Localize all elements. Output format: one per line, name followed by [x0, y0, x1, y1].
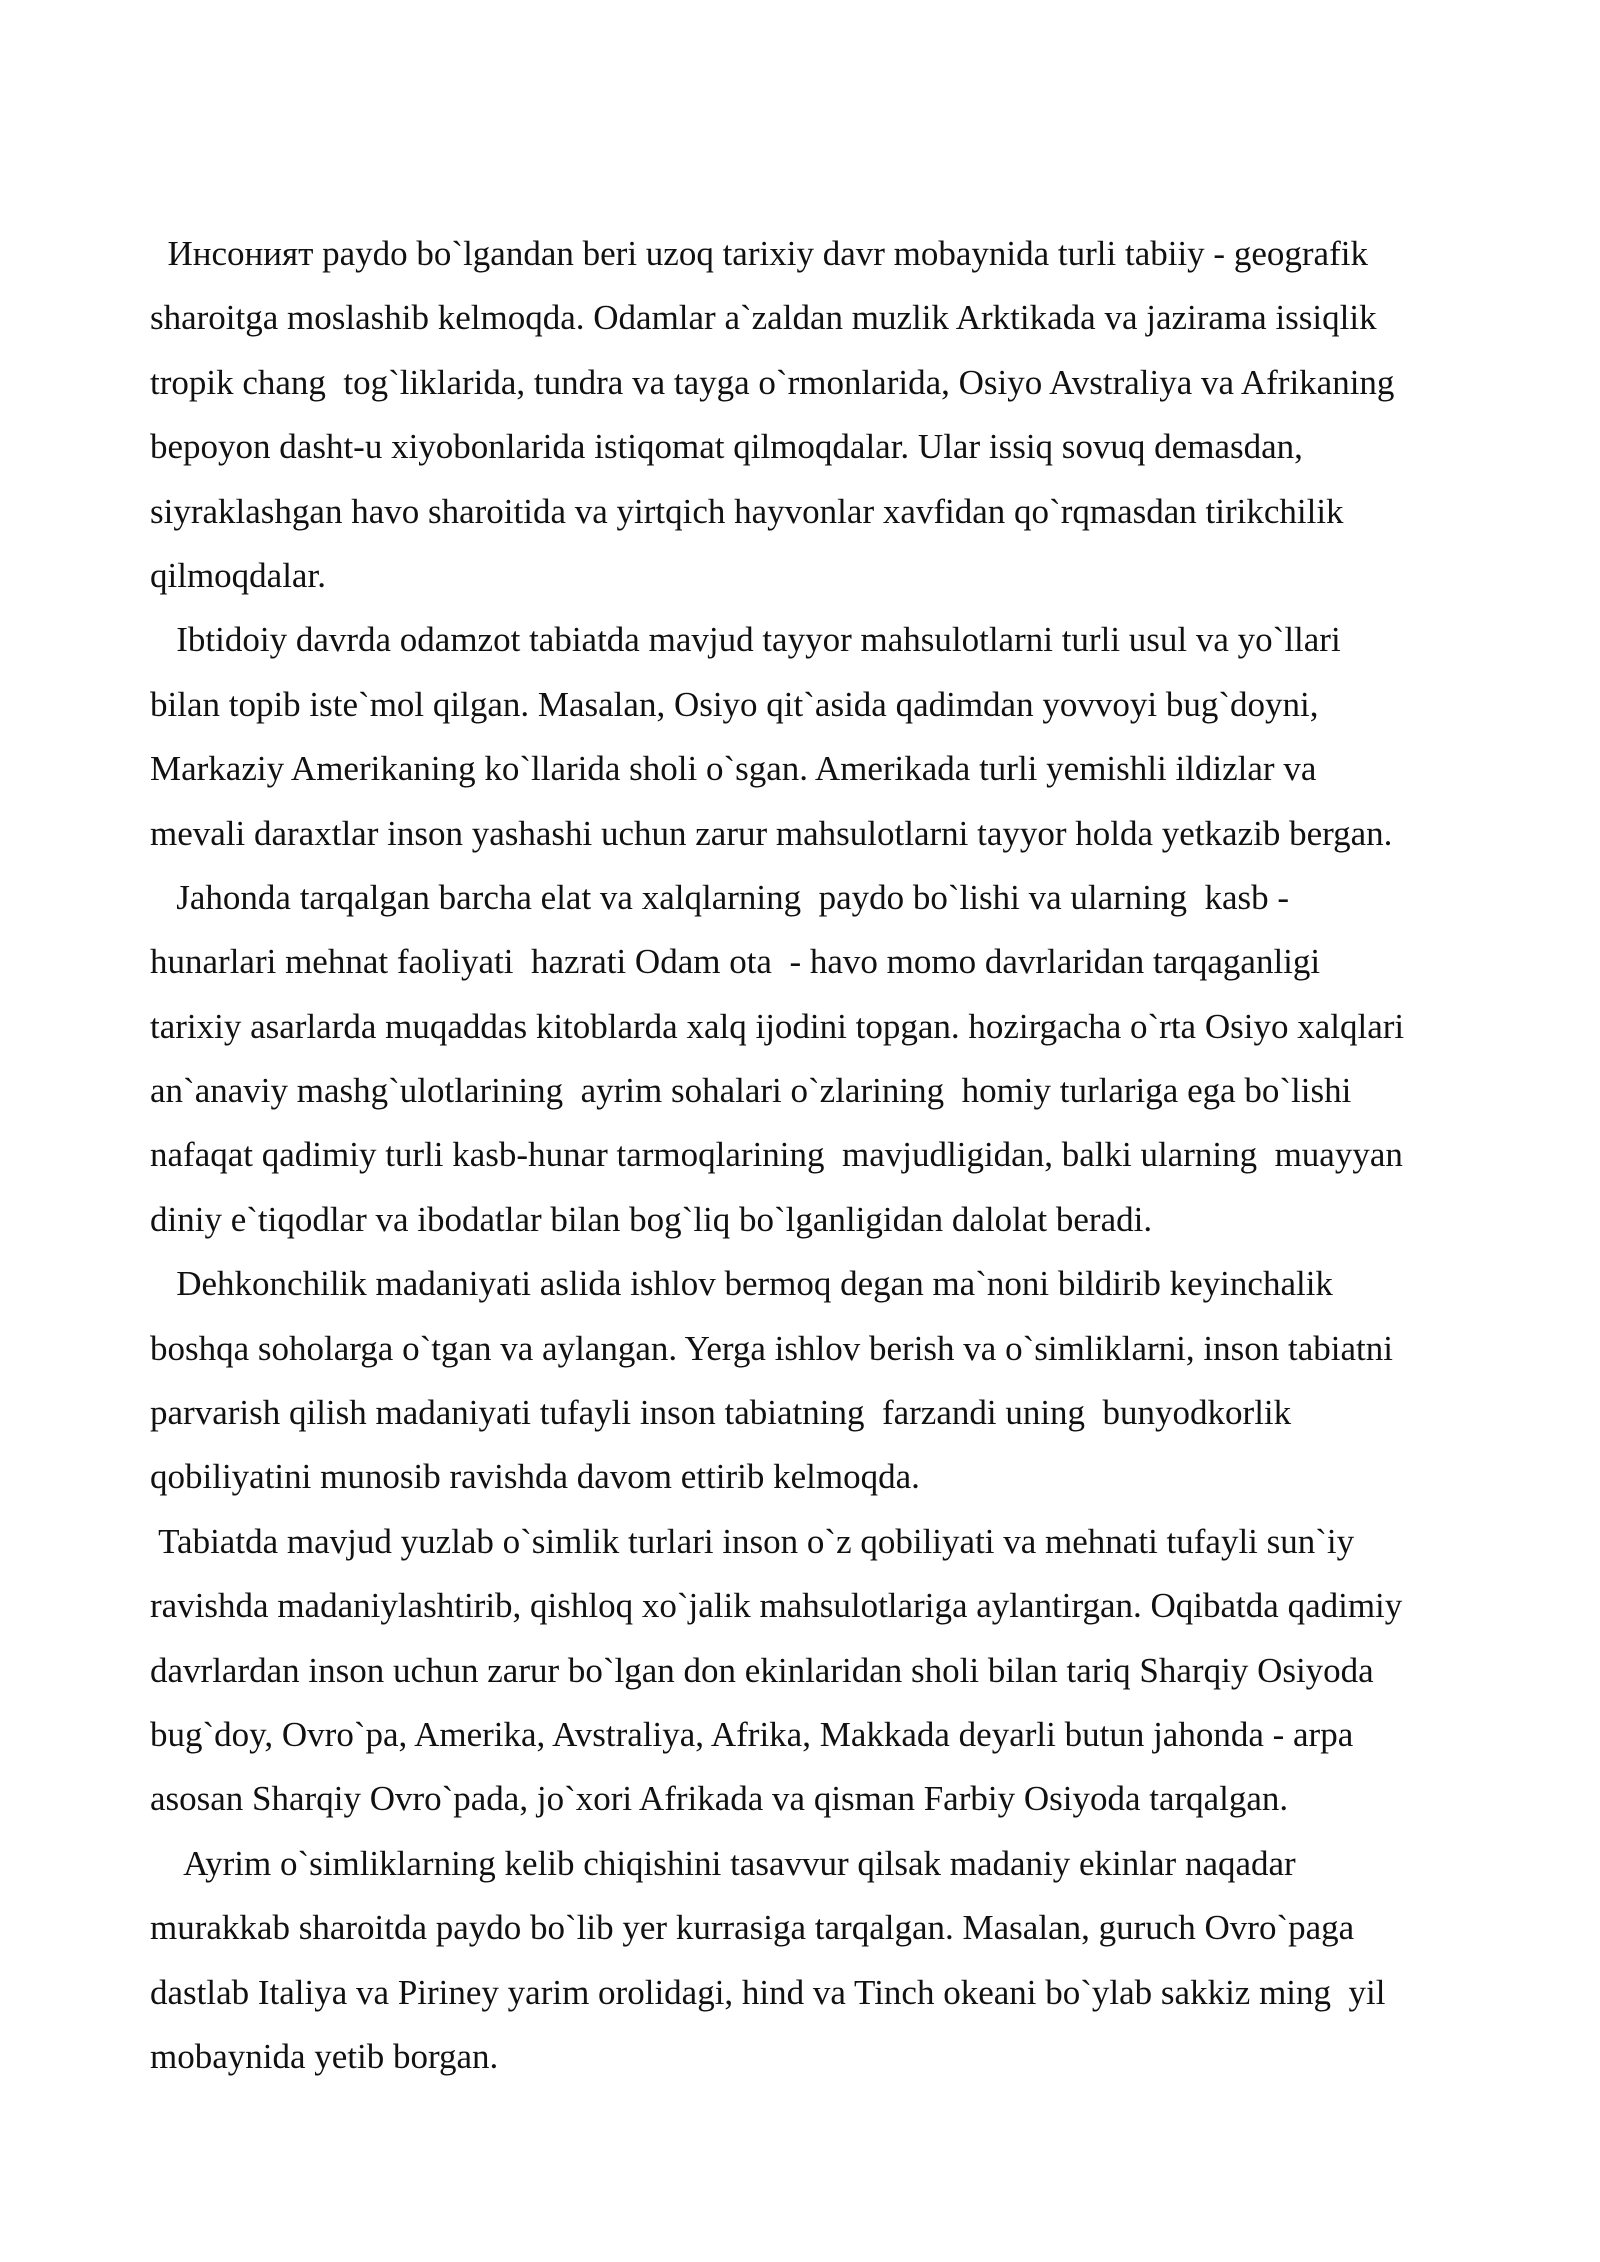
text-line: mevali daraxtlar inson yashashi uchun zarur mahsulotlarni tayyor holda yetkazib bergan.	[150, 813, 1393, 853]
text-line: mobaynida yetib borgan.	[150, 2036, 499, 2076]
text-line: an`anaviy mashg`ulotlarining ayrim sohalari o`zlarining homiy turlariga ega bo`lishi	[150, 1071, 1352, 1111]
text-line: dastlab Italiya va Piriney yarim orolidagi, hind va Tinch okeani bo`ylab sakkiz ming yil	[150, 1972, 1386, 2012]
text-line: tropik chang tog`liklarida, tundra va tayga o`rmonlarida, Osiyo Avstraliya va Afrikaning	[150, 362, 1395, 402]
text-line: bilan topib iste`mol qilgan. Masalan, Osiyo qit`asida qadimdan yovvoyi bug`doyni,	[150, 684, 1319, 724]
paragraph	[150, 222, 1450, 608]
text-line: boshqa soholarga o`tgan va aylangan. Yerga ishlov berish va o`simliklarni, inson tabiatni	[150, 1328, 1393, 1368]
text-line: bepoyon dasht-u xiyobonlarida istiqomat qilmoqdalar. Ular issiq sovuq demasdan,	[150, 427, 1303, 467]
paragraph	[150, 866, 1450, 1252]
text-line: hunarlari mehnat faoliyati hazrati Odam ota - havo momo davrlaridan tarqaganligi	[150, 942, 1321, 982]
paragraph	[150, 1252, 1450, 1510]
text-line: nafaqat qadimiy turli kasb-hunar tarmoqlarining mavjudligidan, balki ularning muayyan	[150, 1135, 1403, 1175]
paragraph	[150, 608, 1450, 866]
text-line: Markaziy Amerikaning ko`llarida sholi o`sgan. Amerikada turli yemishli ildizlar va	[150, 749, 1317, 789]
text-line: qobiliyatini munosib ravishda davom ettirib kelmoqda.	[150, 1457, 920, 1497]
text-line: asosan Sharqiy Ovro`pada, jo`xori Afrikada va qisman Farbiy Osiyoda tarqalgan.	[150, 1779, 1289, 1819]
body-text	[150, 222, 1450, 2089]
text-line: qilmoqdalar.	[150, 555, 326, 595]
text-line: parvarish qilish madaniyati tufayli inson tabiatning farzandi uning bunyodkorlik	[150, 1393, 1292, 1433]
text-line: bug`doy, Ovro`pa, Amerika, Avstraliya, Afrika, Makkada deyarli butun jahonda - arpa	[150, 1714, 1354, 1754]
text-line: ravishda madaniylashtirib, qishloq xo`jalik mahsulotlariga aylantirgan. Oqibatda qadimiy	[150, 1586, 1403, 1626]
text-line: Dehkonchilik madaniyati aslida ishlov bermoq degan ma`noni bildirib keyinchalik	[150, 1264, 1333, 1304]
paragraph	[150, 1510, 1450, 1832]
text-line: siyraklashgan havo sharoitida va yirtqich hayvonlar xavfidan qo`rqmasdan tirikchilik	[150, 491, 1344, 531]
text-line: diniy e`tiqodlar va ibodatlar bilan bog`liq bo`lganligidan dalolat beradi.	[150, 1199, 1153, 1239]
text-line: Ibtidoiy davrda odamzot tabiatda mavjud tayyor mahsulotlarni turli usul va yo`llari	[150, 620, 1341, 660]
text-line: sharoitga moslashib kelmoqda. Odamlar a`zaldan muzlik Arktikada va jazirama issiqlik	[150, 298, 1377, 338]
text-line: Tabiatda mavjud yuzlab o`simlik turlari inson o`z qobiliyati va mehnati tufayli sun`iy	[150, 1521, 1355, 1561]
text-line: tarixiy asarlarda muqaddas kitoblarda xalq ijodini topgan. hozirgacha o`rta Osiyo xalqlari	[150, 1006, 1405, 1046]
text-line: davrlardan inson uchun zarur bo`lgan don ekinlaridan sholi bilan tariq Sharqiy Osiyoda	[150, 1650, 1374, 1690]
text-line: Jahonda tarqalgan barcha elat va xalqlarning paydo bo`lishi va ularning kasb -	[150, 877, 1290, 917]
text-line: Ayrim o`simliklarning kelib chiqishini tasavvur qilsak madaniy ekinlar naqadar	[150, 1843, 1296, 1883]
text-line: murakkab sharoitda paydo bo`lib yer kurrasiga tarqalgan. Masalan, guruch Ovro`paga	[150, 1908, 1355, 1948]
paragraph	[150, 1832, 1450, 2090]
text-line: Инсоният paydo bo`lgandan beri uzoq tarixiy davr mobaynida turli tabiiy - geografik	[150, 234, 1368, 273]
